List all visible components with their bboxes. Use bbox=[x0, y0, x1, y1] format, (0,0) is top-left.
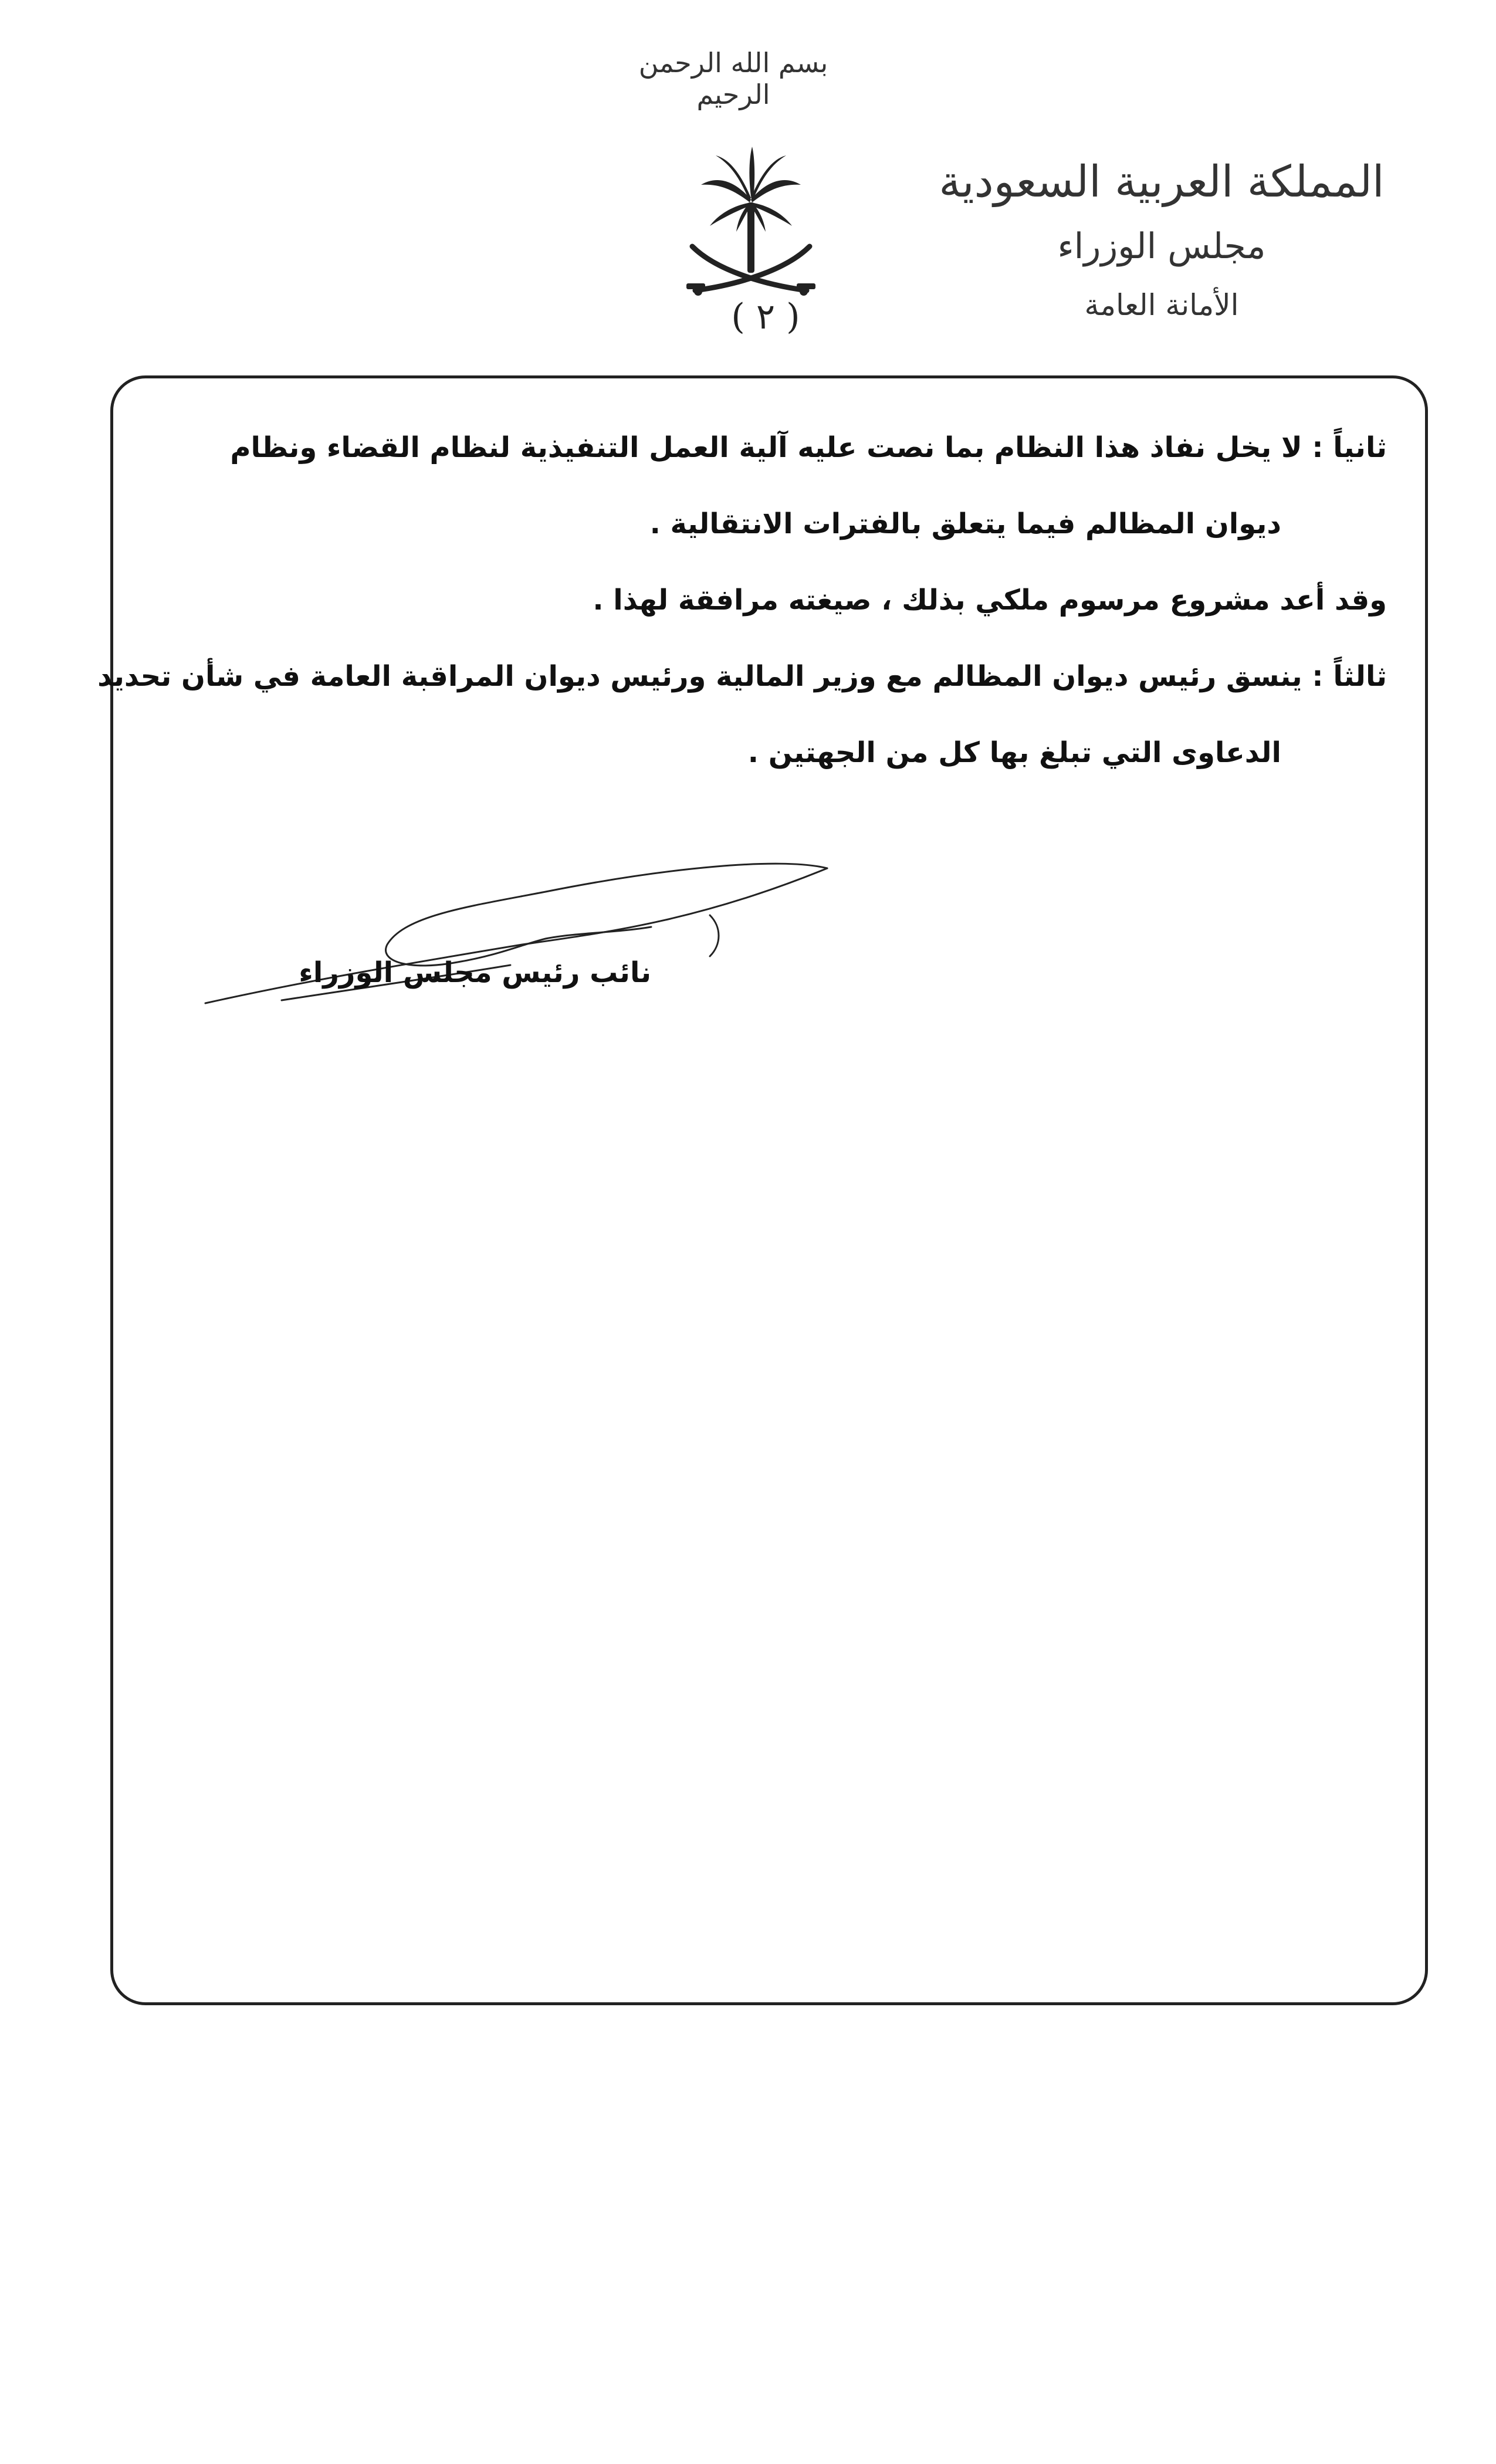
page-number: ( ٢ ) bbox=[731, 296, 800, 337]
body-line: وقد أعد مشروع مرسوم ملكي بذلك ، صيغته مرافقة لهذا . bbox=[593, 584, 1387, 617]
body-line: ثانياً : لا يخل نفاذ هذا النظام بما نصت عليه آلية العمل التنفيذية لنظام القضاء ونظام bbox=[230, 431, 1387, 464]
content-frame bbox=[110, 375, 1428, 2005]
kingdom-name: المملكة العربية السعودية bbox=[939, 157, 1385, 207]
basmala: بسم الله الرحمن الرحيم bbox=[638, 47, 828, 110]
body-line: الدعاوى التي تبلغ بها كل من الجهتين . bbox=[747, 736, 1281, 769]
body-line: ديوان المظالم فيما يتعلق بالفترات الانتقالية . bbox=[649, 507, 1281, 540]
council-name: مجلس الوزراء bbox=[1057, 226, 1266, 267]
signatory-title: نائب رئيس مجلس الوزراء bbox=[299, 956, 651, 989]
palm-and-crossed-swords-emblem-icon bbox=[675, 144, 827, 314]
body-line: ثالثاً : ينسق رئيس ديوان المظالم مع وزير المالية ورئيس ديوان المراقبة العامة في شأن تحديد bbox=[97, 660, 1387, 693]
handwritten-signature-mark-icon bbox=[194, 845, 851, 1015]
secretariat-name: الأمانة العامة bbox=[1084, 288, 1239, 322]
letterhead bbox=[927, 150, 1396, 331]
